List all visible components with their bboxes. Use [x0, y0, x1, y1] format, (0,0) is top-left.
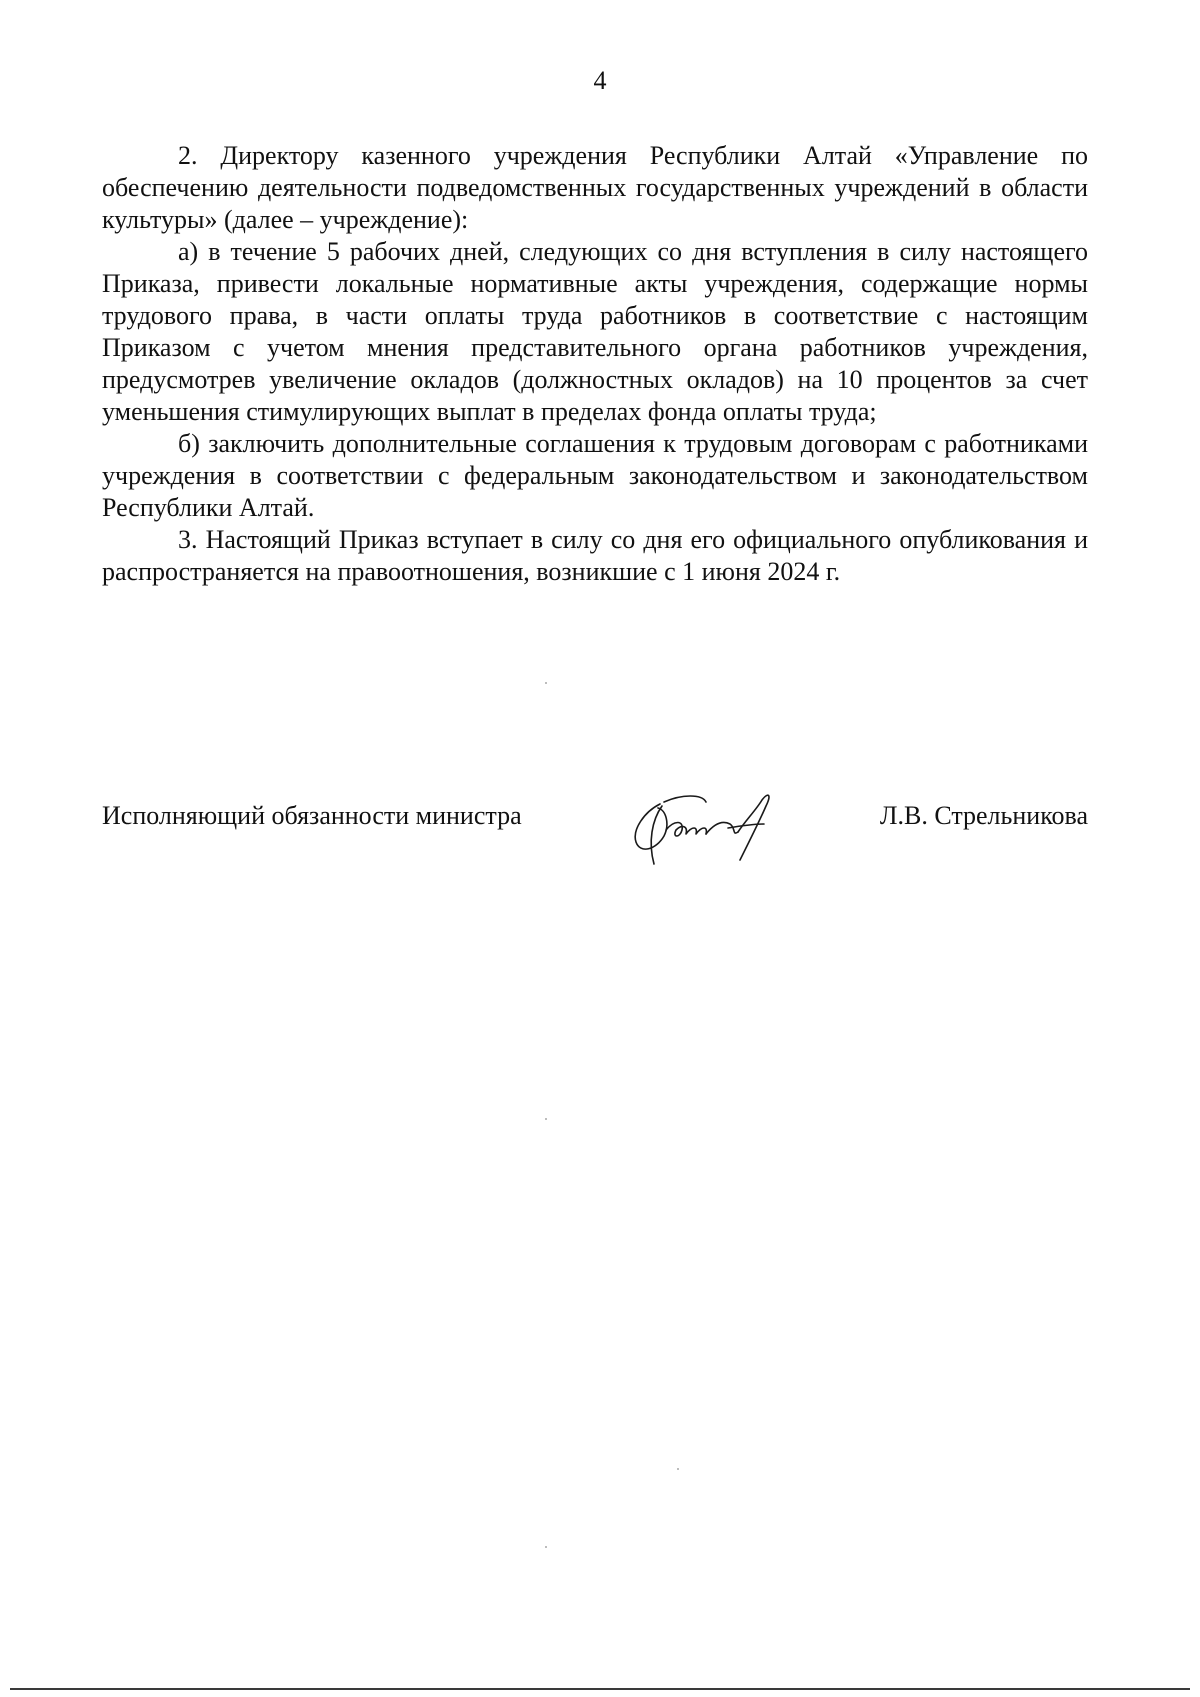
- scan-speck: [545, 1118, 547, 1120]
- scan-speck: [677, 1468, 679, 1470]
- document-body: [102, 140, 1088, 588]
- paragraph-subitem-b: б) заключить дополнительные соглашения к трудовым договорам с работниками учреждения в соответствии с федеральным законодательством и законодательством Республики Алтай.: [102, 429, 1088, 522]
- scan-speck: [545, 1546, 547, 1548]
- signatory-name: Л.В. Стрельникова: [879, 801, 1088, 830]
- signatory-position: Исполняющий обязанности министра: [102, 801, 522, 830]
- handwritten-signature: [622, 780, 822, 870]
- page-number: 4: [593, 66, 607, 95]
- paragraph-item-3: 3. Настоящий Приказ вступает в силу со дня его официального опубликования и распространяется на правоотношения, возникшие с 1 июня 2024 г.: [102, 525, 1088, 586]
- paragraph-subitem-a: а) в течение 5 рабочих дней, следующих со дня вступления в силу настоящего Приказа, привести локальные нормативные акты учреждения, содержащие нормы трудового права, в части оплаты труда работников в соответствие с настоящим Приказом с учетом мнения представительного органа работников учреждения, предусмотрев увеличение окладов (должностных окладов) на 10 процентов за счет уменьшения стимулирующих выплат в пределах фонда оплаты труда;: [102, 237, 1088, 426]
- paragraph-item-2: 2. Директору казенного учреждения Республики Алтай «Управление по обеспечению деятельности подведомственных государственных учреждений в области культуры» (далее – учреждение):: [102, 141, 1088, 234]
- scan-speck: [545, 682, 547, 684]
- scan-bottom-edge: [10, 1688, 1190, 1690]
- signature-block: [102, 780, 1088, 870]
